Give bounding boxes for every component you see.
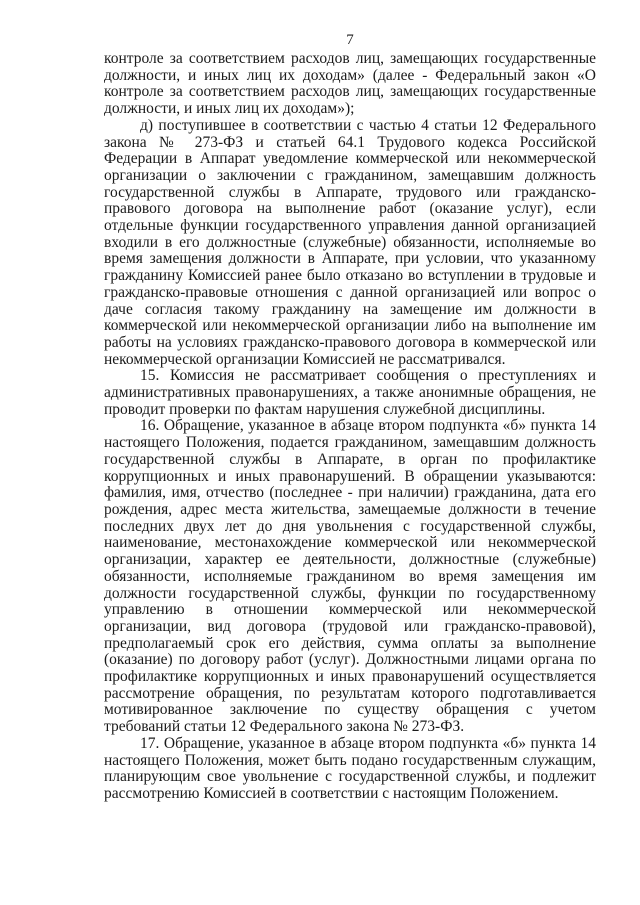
page-number: 7 bbox=[346, 32, 354, 48]
document-body bbox=[104, 51, 596, 803]
paragraph-item-15: 15. Комиссия не рассматривает сообщения о преступлениях и административных правонарушениях, а также анонимные обращения, не проводит проверки по фактам нарушения служебной дисциплины. bbox=[104, 367, 596, 418]
paragraph-item-17: 17. Обращение, указанное в абзаце втором подпункта «б» пункта 14 настоящего Положения, может быть подано государственным служащим, планирующим свое увольнение с государственной службы, и подлежит рассмотрению Комиссией в соответствии с настоящим Положением. bbox=[104, 734, 596, 802]
document-page bbox=[104, 0, 596, 905]
paragraph-item-16: 16. Обращение, указанное в абзаце втором подпункта «б» пункта 14 настоящего Положения, подается гражданином, замещавшим должность государственной службы в Аппарате, в орган по профилактике коррупционных и иных правонарушений. В обращении указываются: фамилия, имя, отчество (последнее - при наличии) гражданина, дата его рождения, адрес места жительства, замещаемые должности в течение последних двух лет до дня увольнения с государственной службы, наименование, местонахождение коммерческой или некоммерческой организации, характер ее деятельности, должностные (служебные) обязанности, исполняемые гражданином во время замещения им должности государственной службы, функции по государственному управлению в отношении коммерческой или некоммерческой организации, вид договора (трудовой или гражданско-правовой), предполагаемый срок его действия, сумма оплаты за выполнение (оказание) по договору работ (услуг). Должностными лицами органа по профилактике коррупционных и иных правонарушений осуществляется рассмотрение обращения, по результатам которого подготавливается мотивированное заключение по существу обращения с учетом требований статьи 12 Федерального закона № 273-ФЗ. bbox=[104, 417, 596, 736]
paragraph-item-d: д) поступившее в соответствии с частью 4 статьи 12 Федерального закона № 273-ФЗ и статьей 64.1 Трудового кодекса Российской Федерации в Аппарат уведомление коммерческой или некоммерческой организации о заключении с гражданином, замещавшим должность государственной службы в Аппарате, трудового или гражданско-правового договора на выполнение работ (оказание услуг), если отдельные функции государственного управления данной организацией входили в его должностные (служебные) обязанности, исполняемые во время замещения должности в Аппарате, при условии, что указанному гражданину Комиссией ранее было отказано во вступлении в трудовые и гражданско-правовые отношения с данной организацией или вопрос о даче согласия такому гражданину на замещение им должности в коммерческой или некоммерческой организации либо на выполнение им работы на условиях гражданско-правового договора в коммерческой или некоммерческой организации Комиссией не рассматривался. bbox=[104, 116, 596, 368]
paragraph-continuation: контроле за соответствием расходов лиц, замещающих государственные должности, и иных лиц их доходам» (далее - Федеральный закон «О контроле за соответствием расходов лиц, замещающих государственные должности, и иных лиц их доходам»); bbox=[104, 50, 596, 118]
